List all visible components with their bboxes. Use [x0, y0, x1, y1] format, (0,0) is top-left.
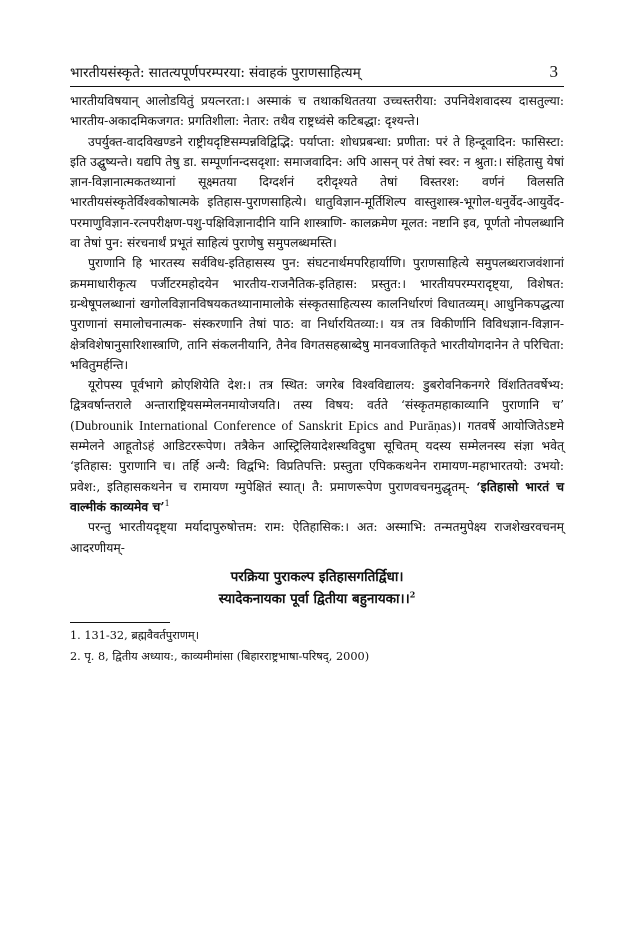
conference-title-latin: Dubrounik International Conference of Sanskrit Epics and Purāṇas: [74, 417, 452, 433]
footnote-2: 2. पृ. 8, द्वितीय अध्याय:, काव्यमीमांसा (बिहारराष्ट्रभाषा-परिषद्, 2000): [70, 649, 370, 663]
verse-line-1: परक्रिया पुराकल्प इतिहासगतिर्द्विधा।: [230, 568, 404, 585]
paragraph-4-part-a: यूरोपस्य पूर्वभागे क्रोएशियेति देश:। तत्र स्थित: जगरेब विश्वविद्यालय: डुबरोवनिकनगरे विंशतितवर्षेभ्य: द्वित्रवर्षान्तराले अन्ताराष्ट्रियसम्मेलनमायोजयति। तस्य विषय: वर्तते ‘संस्कृतमहाकाव्यानि पुराणानि च’ (: [70, 378, 564, 433]
page-number: 3: [549, 62, 558, 81]
footnotes: [70, 625, 564, 667]
paragraph-4: [70, 375, 564, 517]
footnote-ref-2: 2: [409, 589, 416, 600]
paragraph-4-part-b: )। गतवर्षे आयोजितेऽष्टमे सम्मेलने आहूतोऽहं आडिटररूपेण। तत्रैकेन आस्ट्रिलियादेशस्थविदुषा सूचितम् यदस्य सम्मेलनस्य संज्ञा भवेत् ‘इतिहास: पुराणानि च। तर्हि अन्यै: विद्वभि: विप्रतिपत्ति: प्रस्तुता एपिककथनेन रामायण-महाभारतयो: उभयो: प्रवेश:, इतिहासकथनेन च रामायण ग्मुपेक्षितं स्यात्। तै: प्रमाणरूपेण पुराणवचनमुद्धृतम्-: [70, 418, 564, 494]
body-text: [70, 91, 564, 610]
footnote-divider: [70, 622, 170, 623]
paragraph-2: उपर्युक्त-वादविखण्डने राष्ट्रीयदृष्टिसम्पन्नविद्विद्भि: पर्याप्ता: शोधप्रबन्धा: प्रणीता: परं ते हिन्दूवादिन: फासिस्टा: इति उद्घुष्यन्ते। यद्यपि तेषु डा. सम्पूर्णानन्दसदृशा: समाजवादिन: अपि आसन् परं तेषां स्वर: न श्रुता:। संहितासु येषां ज्ञान-विज्ञानात्मकतथ्यानां सूक्ष्मतया दिग्दर्शनं दरीदृश्यते तेषां विस्तरश: वर्णनं विलसति भारतीयसंस्कृतेर्विश्वकोषात्मके इतिहास-पुराणसाहित्ये। धातुविज्ञान-मूर्तिशिल्प वास्तुशास्त्र-भूगोल-धनुर्वेद-आयुर्वेद-परमाणुविज्ञान-रत्नपरीक्षण-पशु-पक्षिविज्ञानादीनि यानि शास्त्राणि- कालक्रमेण मूलत: नष्टानि इव, पूर्णतो नोपलब्धानि वा तेषां पुन: संरचनार्थं प्रभूतं साहित्यं पुराणेषु समुपलब्धमस्ति।: [70, 134, 564, 251]
paragraph-3: पुराणानि हि भारतस्य सर्वविध-इतिहासस्य पुन: संघटनार्थमपरिहार्याणि। पुराणसाहित्ये समुपलब्धराजवंशानां क्रममाधारीकृत्य पर्जीटरमहोदयेन भारतीय-राजनैतिक-इतिहास: प्रस्तुत:। भारतीयपरम्परादृष्ट्या, विशेषत: ग्रन्थेषूपलब्धानां खगोलविज्ञानविषयकतथ्यानामालोके संस्कृतसाहित्यस्य कालनिर्धारणं विधातव्यम्। आधुनिकपद्धत्या पुराणानां समालोचनात्मक- संस्करणानि तेषां पाठ: वा निर्धारयितव्या:। यत्र तत्र विकीर्णानि विविधज्ञान-विज्ञान-क्षेत्रविशेषानुसारिशास्त्राणि, तानि संकलनीयानि, तैनेव विगतसहस्राब्देषु मानवजातिकृते भारतीयोगदानेन ते परिचिता: भवितुमर्हन्ति।: [70, 256, 564, 372]
verse-line-2-text: स्यादेकनायका पूर्वा द्वितीया बहुनायका।।: [218, 590, 410, 607]
running-title: भारतीयसंस्कृते: सातत्यपूर्णपरम्परया: संवाहकं पुराणसाहित्यम्: [70, 65, 361, 81]
paragraph-1: भारतीयविषयान् आलोडयितुं प्रयत्नरता:। अस्माकं च तथाकथिततया उच्चस्तरीया: उपनिवेशवादस्य दासतुल्या: भारतीय-अकादमिकजगत: प्रगतिशीला: नेतार: तथैव राष्ट्रध्वंसे कटिबद्धा: दृश्यन्ते।: [70, 94, 564, 129]
verse-block: [70, 566, 564, 610]
paragraph-5: परन्तु भारतीयदृष्ट्या मर्यादापुरुषोत्तम: राम: ऐतिहासिक:। अत: अस्माभि: तन्मतमुपेक्ष्य राजशेखरवचनम् आदरणीयम्-: [70, 520, 564, 555]
quoted-verse: ‘इतिहासो भारतं च वाल्मीकं काव्यमेव च’: [70, 478, 565, 514]
footnote-1: 1. 131-32, ब्रह्मवैवर्तपुराणम्।: [70, 628, 199, 642]
footnote-ref-1: 1: [164, 498, 170, 508]
page: [70, 62, 564, 667]
running-header: [70, 62, 564, 87]
verse-line-2: [70, 588, 564, 610]
